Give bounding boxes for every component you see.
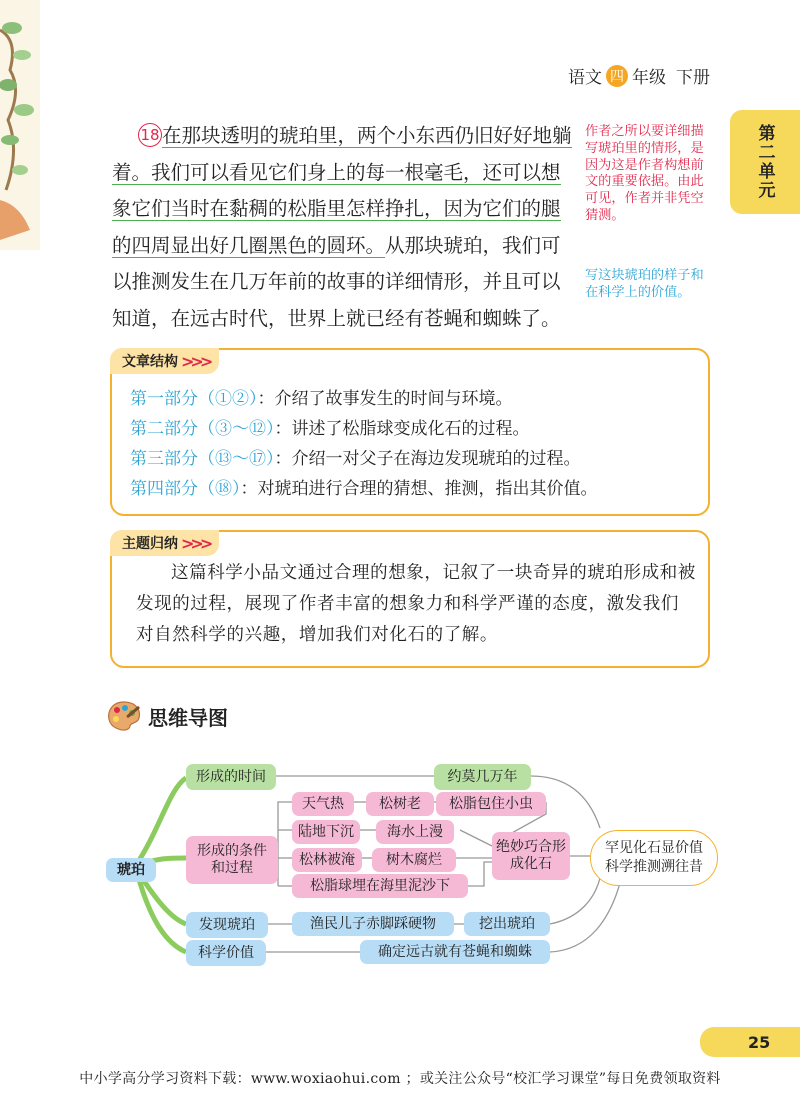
node-sea-flood: 海水上漫 [376, 820, 454, 844]
subject-label: 语文 [568, 68, 602, 88]
mindmap [100, 758, 740, 978]
node-resin-bug: 松脂包住小虫 [436, 792, 546, 816]
structure-item-label: 第一部分（①②） [130, 389, 258, 409]
structure-item [130, 474, 598, 499]
structure-title-text: 文章结构 [122, 354, 178, 370]
node-land-sink: 陆地下沉 [292, 820, 360, 844]
node-fisher-son: 渔民儿子赤脚踩硬物 [292, 912, 454, 936]
annotation-red: 作者之所以要详细描写琥珀里的情形，是因为这是作者构想前文的重要依据。由此可见，作者并非凭空猜测。 [585, 124, 704, 223]
structure-item-label: 第四部分（⑱） [130, 479, 241, 499]
structure-item [130, 414, 530, 439]
unit-tab [730, 110, 800, 214]
node-hot: 天气热 [292, 792, 354, 816]
branch-value: 科学价值 [186, 940, 266, 966]
mindmap-heading [106, 700, 228, 732]
main-paragraph [112, 118, 574, 338]
volume-label: 下册 [676, 68, 710, 88]
structure-item-text: ：介绍一对父子在海边发现琥珀的过程。 [274, 449, 581, 469]
paragraph-number: 18 [138, 123, 162, 147]
node-ball-buried: 松脂球埋在海里泥沙下 [292, 874, 468, 898]
structure-item-text: ：讲述了松脂球变成化石的过程。 [274, 419, 530, 439]
node-summary: 罕见化石显价值科学推测溯往昔 [590, 830, 718, 886]
structure-item [130, 444, 581, 469]
node-old-pine: 松树老 [366, 792, 434, 816]
footer-text: 中小学高分学习资料下载：www.woxiaohui.com ；或关注公众号“校汇学习课堂”每日免费领取资料 [79, 1071, 721, 1087]
branch-time: 形成的时间 [186, 764, 276, 790]
palette-icon [106, 700, 142, 732]
branch-conditions: 形成的条件和过程 [186, 836, 278, 884]
underlined-text: 在那块透明的琥珀里，两个小东西仍旧好好地躺着。我们可以看见它们身上的每一根毫毛，还可以想象它们当时在黏稠的松脂里怎样挣扎，因为它们的腿的四周显出好几圈黑色的圆环。 [112, 124, 572, 257]
unit-tab-label: 第二单元 [754, 124, 775, 200]
theme-title-text: 主题归纳 [122, 536, 178, 552]
node-forest-flood: 松林被淹 [292, 848, 362, 872]
page-number-tab [700, 1027, 800, 1057]
structure-box [110, 348, 710, 516]
grade-suffix: 年级 [632, 68, 666, 88]
branch-discover: 发现琥珀 [186, 912, 268, 938]
theme-box [110, 530, 710, 668]
node-coincidence: 绝妙巧合形成化石 [492, 832, 570, 880]
paragraph-rest: 从那块琥珀，我们可以推测发生在几万年前的故事的详细情形，并且可以知道，在远古时代，世界上就已经有苍蝇和蜘蛛了。 [112, 233, 561, 330]
node-confirm: 确定远古就有苍蝇和蜘蛛 [360, 940, 550, 964]
page-number: 25 [748, 1032, 771, 1052]
book-header [568, 63, 710, 88]
structure-title [110, 348, 219, 374]
structure-item-text: ：对琥珀进行合理的猜想、推测，指出其价值。 [240, 479, 598, 499]
chevrons-icon: >>> [181, 351, 210, 371]
structure-item-label: 第三部分（⑬～⑰） [130, 449, 275, 469]
theme-text: 这篇科学小品文通过合理的想象，记叙了一块奇异的琥珀形成和被发现的过程，展现了作者丰富的想象力和科学严谨的态度，激发我们对自然科学的兴趣，增加我们对化石的了解。 [136, 563, 696, 645]
node-dig: 挖出琥珀 [464, 912, 550, 936]
node-wood-rot: 树木腐烂 [372, 848, 456, 872]
structure-item-label: 第二部分（③～⑫） [130, 419, 275, 439]
chevrons-icon: >>> [181, 533, 210, 553]
theme-title [110, 530, 219, 556]
mindmap-root: 琥珀 [106, 858, 156, 882]
annotation-blue: 写这块琥珀的样子和在科学上的价值。 [585, 268, 704, 300]
node-years: 约莫几万年 [434, 764, 531, 790]
structure-item [130, 384, 513, 409]
plant-decoration [0, 0, 40, 250]
structure-item-text: ：介绍了故事发生的时间与环境。 [257, 389, 513, 409]
mindmap-title: 思维导图 [148, 705, 228, 730]
grade-badge: 四 [606, 65, 628, 87]
